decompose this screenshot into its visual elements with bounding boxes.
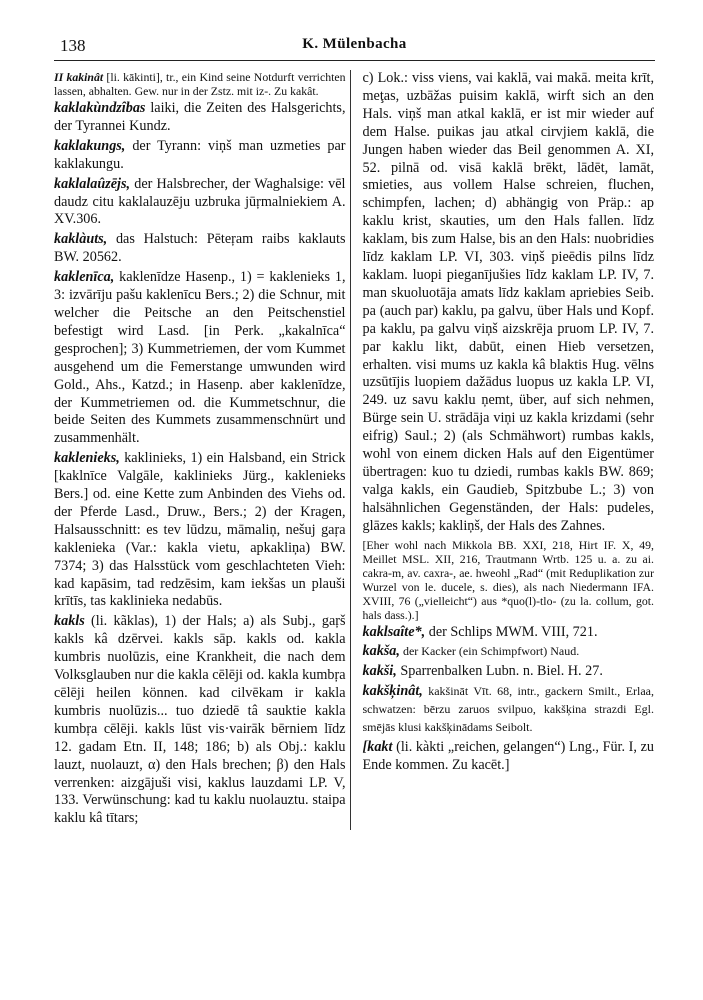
entry-headword: kakšķinât, bbox=[362, 683, 423, 700]
entry-text: [Eher wohl nach Mikkola BB. XXI, 218, Hirt IF. X, 49, Meillet MSL. XII, 216, Trautmann Wrtb. 125 u. a. zu ai. cakra-m, av. caxra-, ae. hweohl „Rad“ (mit Reduplikation zur Wurzel von le. ducele, s. dies), als nach Niedermann IFA. XVIII, 76 („vielleicht“) aus *quo(l)-tlo- (zu la. collum, got. hals dass.).] bbox=[362, 537, 654, 622]
page-header bbox=[54, 34, 655, 61]
dictionary-entry bbox=[54, 100, 346, 136]
entry-headword: kakša, bbox=[362, 643, 400, 660]
dictionary-entry bbox=[363, 538, 655, 622]
right-column bbox=[363, 70, 655, 830]
entry-text: (li. kãklas), 1) der Hals; a) als Subj., gaŗš kakls kâ dzērvei. kakls sāp. kakls od. kakla kumbris nuolūzis, eine Krankheit, die nach dem Volksglauben nur die kakla cēlēji od. kakla kumbŗa cēlēji heilen können. kad cilvēkam ir kakla kumbris nuolūzis... tuo dziedē tâ sauktie kakla kumbŗa cēlēji. kakls lūst vis·vairāk bērniem līdz 12. gadam Etn. II, 148; 186; b) als Obj.: kaklu lauzt, nuolauzt, α) den Hals brechen; β) den Hals verrenken: aizgājuši visi, kaklus lauzdami LP. V, 133. Verwünschung: kad tu kaklu nuolauztu. staipa kaklu kâ tītars; bbox=[54, 613, 346, 827]
dictionary-entry bbox=[363, 663, 655, 681]
columns bbox=[54, 70, 654, 830]
dictionary-entry bbox=[54, 70, 346, 98]
dictionary-entry bbox=[363, 643, 655, 661]
entry-headword: kaklakungs, bbox=[54, 137, 126, 154]
left-column bbox=[54, 70, 351, 830]
entry-text: kakšināt Vīt. 68, intr., gackern Smilt., Erlaa, schwatzen: bērzu zaruos svilpuo, kakšķina strazdi Egl. smējās klusi kakšķinādams Seibolt. bbox=[362, 684, 654, 735]
entry-headword: kaklsaîte*, bbox=[362, 623, 426, 640]
entry-headword: kakls bbox=[54, 613, 85, 630]
entry-headword: kaklenieks, bbox=[54, 450, 120, 467]
entry-headword: kaklàuts, bbox=[54, 231, 108, 248]
entry-text: laiki, die Zeiten des Halsgerichts, der Tyrannei Kundz. bbox=[54, 100, 346, 134]
dictionary-entry bbox=[54, 613, 346, 828]
entry-headword: kaklakùndzîbas bbox=[54, 100, 146, 116]
entry-text: der Schlips MWM. VIII, 721. bbox=[425, 623, 598, 640]
dictionary-entry bbox=[54, 450, 346, 611]
dictionary-entry bbox=[54, 138, 346, 174]
entry-text: der Kacker (ein Schimpfwort) Naud. bbox=[399, 644, 580, 659]
entry-text: das Halstuch: Pēteŗam raibs kaklauts BW. 20562. bbox=[54, 231, 346, 266]
entry-headword: [kakt bbox=[362, 739, 393, 755]
entry-headword: kaklalaûzējs, bbox=[54, 175, 131, 192]
entry-headword: kakši, bbox=[362, 663, 397, 680]
dictionary-entry bbox=[363, 739, 655, 775]
entry-headword: II kakinât bbox=[54, 70, 104, 84]
running-title: K. Mülenbacha bbox=[302, 36, 407, 52]
page-number: 138 bbox=[60, 36, 86, 55]
entry-text: (li. kàkti „reichen, gelangen“) Lng., Für. I, zu Ende kommen. Zu kacēt.] bbox=[362, 739, 654, 773]
dictionary-entry bbox=[54, 269, 346, 448]
dictionary-entry bbox=[54, 176, 346, 230]
dictionary-entry bbox=[363, 70, 655, 536]
entry-text: der Tyrann: viņš man uzmeties par kaklakungu. bbox=[54, 137, 346, 172]
entry-text: kaklenīdze Hasenp., 1) = kaklenieks 1, 3: izvārīju pašu kaklenīcu Bers.; 2) die Schnur, mit welcher die Peitsche an den Peitschenstiel befestigt wird Lasd. [in Perk. „kakalnīca“ gesprochen]; 3) Kummetriemen, der vom Kummet ausgehend um die Femerstange umwunden wird Gold., Ahs., Katzd.; in Hasenp. aber kaklenīdze, der Kummetriemen od. die Kummetschnur, die beide Seiten des Kummets zusammenschnürt und zusammenhält. bbox=[54, 269, 346, 447]
entry-headword: kaklenīca, bbox=[54, 269, 115, 286]
dictionary-entry bbox=[363, 624, 655, 642]
entry-text: der Halsbrecher, der Waghalsige: vēl daudz citu kaklalauzēju uzbruka jūŗmalniekiem A. XV.306. bbox=[54, 175, 346, 228]
entry-text: [li. kākinti], tr., ein Kind seine Notdurft verrichten lassen, abhalten. Gew. nur in der Zstz. mit iz-. Zu kakât. bbox=[54, 70, 346, 98]
entry-text: Sparrenbalken Lubn. n. Biel. H. 27. bbox=[396, 663, 603, 680]
entry-text: c) Lok.: viss viens, vai kaklā, vai makā. meita krīt, meţas, uzbāžas puisim kaklā, wirft sich an den Hals. viņš man atkal kaklā, er ist mir wieder auf dem Halse. puikas jau atkal cirvjiem kaklā, die Jungen haben wieder das Beil genommen A. XI, 52. pilnā od. visā kaklā brēkt, lādēt, lamāt, smieties, aus vollem Halse schreien, fluchen, schimpfen, lachen; d) abhängig von Präp.: ap kaklu krist, skauties, um den Hals fallen. līdz kaklam, bis zum Halse, bis an den Hals: nuobridies līdz kaklam LP. VI, 303. viņš pieēdis pilns līdz kaklam. luopi pieganījušies līdz kaklam LP. IV, 7. man skuoluotāja amats līdz kaklam apriebies Seib. pa (auch par) kaklu, pa galvu, über Hals und Kopf. pa kaklu, pa galvu viņš aizskrēja pruom LP. IV, 7. par kaklu likt, dabūt, einen Hieb versetzen, erhalten. visi mums uz kakla kâ blaktis Hug. vēlns uzsūtījis luopiem dažādus luopus uz kakla LP. VI, 249. uz savu kaklu ņemt, über, auf sich nehmen, Bürge sein U. strādāja viņi uz kakla krizdami (sehr eifrig) Saul.; 2) (als Schmähwort) rumbas kakls, wohl von einem dicken Hals auf den Eigentümer übertragen: kuo tu dziedi, rumbas kakls BW. 869; valga kakls, ein Gaudieb, Spitzbube L.; 3) von halsähnlichen Gegenständen, der Hals: pudeles, glāzes kakls; kakliņš, der Hals des Zahnes. bbox=[362, 70, 654, 534]
entry-text: kaklinieks, 1) ein Halsband, ein Strick [kaklnīce Valgāle, kaklinieks Jürg., kaklenieks Bers.] od. eine Kette zum Anbinden des Viehs od. der Pferde Lasd., Druw., Bers.; 2) der Kragen, Halsausschnitt: es tev lūdzu, māmaliņ, nešuj gaŗa kaklenieka (Var.: kakla vietu, apkakliņa) BW. 7374; 3) das Halsstück vom geschlachteten Vieh: kad kapāsim, tad redzēsim, kam iekšas un plauši krītīs, tas kaklinieka nedabūs. bbox=[54, 450, 346, 610]
dictionary-entry bbox=[54, 231, 346, 267]
dictionary-entry bbox=[363, 683, 655, 737]
